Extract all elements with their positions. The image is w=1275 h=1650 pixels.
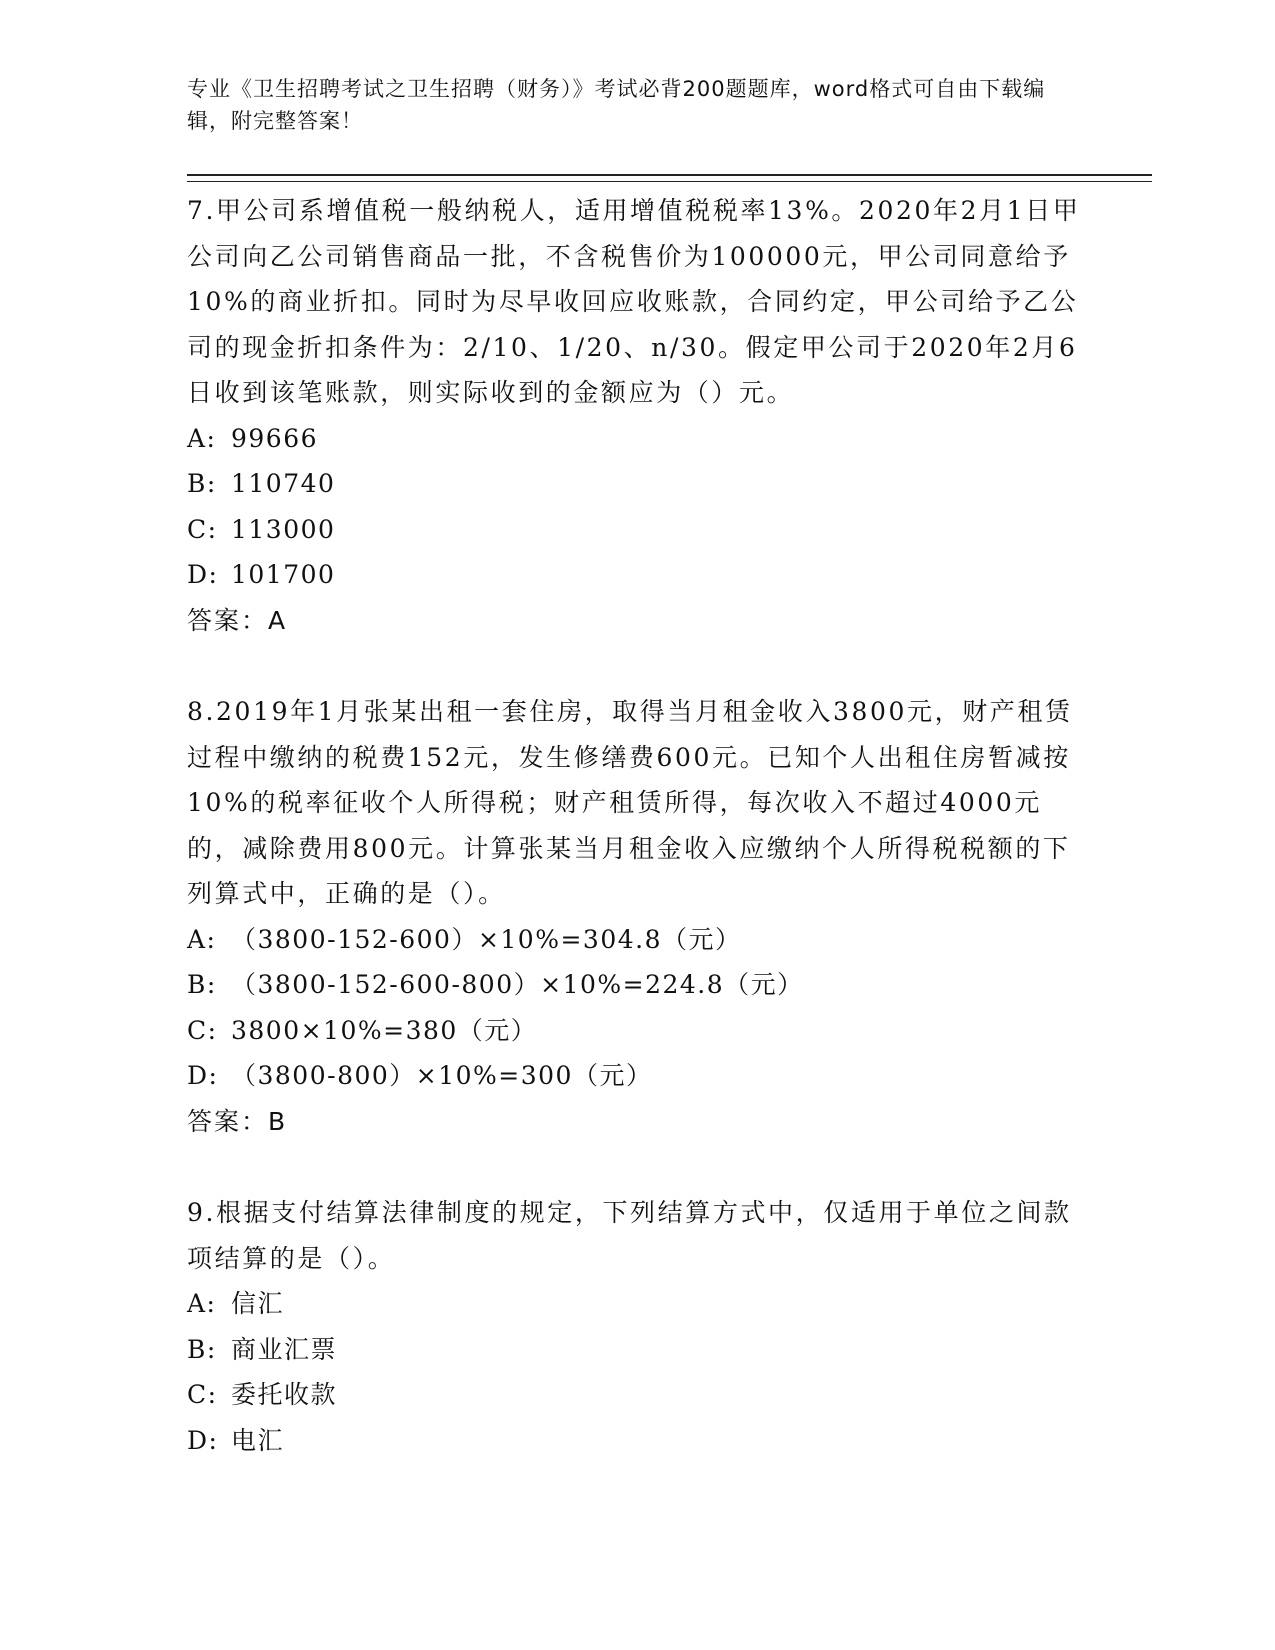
- option-text: 电汇: [231, 1425, 285, 1455]
- option-label: C:: [187, 1015, 218, 1045]
- option-text: （3800-152-600-800）×10%=224.8（元）: [231, 970, 804, 999]
- answer-line: 答案：A: [187, 605, 288, 635]
- option-text: 110740: [231, 469, 336, 498]
- option-a: [187, 416, 1087, 462]
- option-label: B:: [187, 469, 217, 498]
- option-text: 信汇: [231, 1289, 285, 1318]
- option-label: A:: [187, 1289, 217, 1318]
- option-label: B:: [187, 970, 217, 999]
- option-b: [187, 1327, 1087, 1373]
- question-8: [187, 689, 1087, 1144]
- option-c: [187, 507, 1087, 553]
- option-d: [187, 1053, 1087, 1099]
- option-text: 99666: [231, 423, 319, 453]
- option-c: [187, 1372, 1087, 1418]
- question-7: [187, 188, 1087, 643]
- option-label: A:: [187, 924, 217, 954]
- option-text: 101700: [231, 560, 336, 589]
- option-label: C:: [187, 1380, 218, 1409]
- option-c: [187, 1008, 1087, 1054]
- option-text: 商业汇票: [231, 1334, 338, 1364]
- option-a: [187, 1281, 1087, 1327]
- header-rule-thick: [187, 174, 1152, 176]
- question-stem: 9.根据支付结算法律制度的规定，下列结算方式中，仅适用于单位之间款项结算的是（）。: [187, 1198, 1072, 1273]
- option-d: [187, 552, 1087, 598]
- document-header: 专业《卫生招聘考试之卫生招聘（财务）》考试必背200题题库，word格式可自由下载编辑，附完整答案！: [187, 77, 1046, 133]
- option-a: [187, 917, 1087, 963]
- option-label: D:: [187, 1061, 219, 1090]
- option-text: （3800-152-600）×10%=304.8（元）: [231, 924, 742, 954]
- question-stem: 7.甲公司系增值税一般纳税人，适用增值税税率13%。2020年2月1日甲公司向乙公司销售商品一批，不含税售价为100000元，甲公司同意给予10%的商业折扣。同时为尽早收回应收账款，合同约定，甲公司给予乙公司的现金折扣条件为：2/10、1/20、n/30。假定甲公司于2020年2月6日收到该笔账款，则实际收到的金额应为（）元。: [187, 196, 1081, 407]
- answer-line: 答案：B: [187, 1106, 288, 1136]
- option-label: D:: [187, 560, 219, 589]
- question-9: [187, 1190, 1087, 1463]
- option-label: B:: [187, 1334, 217, 1364]
- option-text: 委托收款: [231, 1380, 338, 1409]
- option-b: [187, 461, 1087, 507]
- option-label: C:: [187, 514, 218, 544]
- option-label: A:: [187, 423, 217, 453]
- option-text: （3800-800）×10%=300（元）: [231, 1061, 653, 1090]
- question-stem: 8.2019年1月张某出租一套住房，取得当月租金收入3800元，财产租赁过程中缴纳的税费152元，发生修缮费600元。已知个人出租住房暂减按10%的税率征收个人所得税；财产租赁所得，每次收入不超过4000元的，减除费用800元。计算张某当月租金收入应缴纳个人所得税税额的下列算式中，正确的是（）。: [187, 697, 1073, 908]
- header-rule-thin: [187, 181, 1152, 182]
- option-d: [187, 1418, 1087, 1464]
- option-text: 3800×10%=380（元）: [231, 1015, 538, 1045]
- option-b: [187, 962, 1087, 1008]
- option-text: 113000: [231, 514, 336, 544]
- option-label: D:: [187, 1425, 219, 1455]
